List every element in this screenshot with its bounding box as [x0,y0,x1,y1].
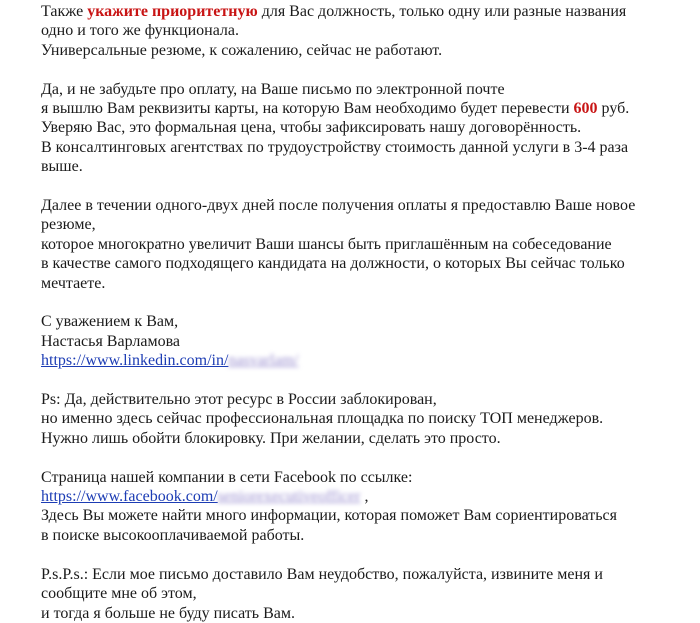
paragraph-gap [41,177,681,196]
paragraph-pps [41,565,681,623]
text-line: выше. [41,158,83,176]
paragraph-position [41,2,681,60]
text-line: Универсальные резюме, к сожалению, сейчас не работают. [41,41,443,59]
paragraph-company [41,468,681,546]
text-line: но именно здесь сейчас профессиональная площадка по поиску ТОП менеджеров. [41,410,604,428]
paragraph-gap [41,293,681,312]
redacted-handle: nasvarlam/ [228,352,299,370]
paragraph-payment [41,80,681,177]
paragraph-gap [41,371,681,390]
text-line: сообщите мне об этом, [41,585,197,603]
text-line: Ps: Да, действительно этот ресурс в России заблокирован, [41,391,437,409]
text-line: которое многократно увеличит Ваши шансы быть приглашённым на собеседование [41,235,612,253]
text-line: Здесь Вы можете найти много информации, которая поможет Вам сориентироваться [41,507,618,525]
paragraph-gap [41,60,681,79]
facebook-link[interactable]: https://www.facebook.com/seniorexecutiveofficer [41,488,361,506]
closing-line: С уважением к Вам, [41,313,179,331]
facebook-line: https://www.facebook.com/seniorexecutiveofficer , [41,488,369,506]
text-line: мечтаете. [41,274,106,292]
text-line: одно и того же функционала. [41,22,240,40]
redacted-page-name: seniorexecutiveofficer [217,488,361,506]
text-line: Да, и не забудьте про оплату, на Ваше письмо по электронной почте [41,80,505,98]
price-highlight: 600 [573,100,598,118]
text-line: Также укажите приоритетную для Вас должность, только одну или разные названия [41,3,627,20]
text-line: Нужно лишь обойти блокировку. При желании, сделать это просто. [41,429,501,447]
paragraph-ps [41,390,681,448]
paragraph-resume [41,196,681,293]
text-line: в качестве самого подходящего кандидата на должности, о которых Вы сейчас только [41,255,625,273]
text-line: Далее в течении одного-двух дней после получения оплаты я предоставлю Ваше новое [41,197,636,215]
letter-body [41,2,681,623]
text-line: Страница нашей компании в сети Facebook по ссылке: [41,468,413,486]
signature-block [41,312,681,370]
paragraph-gap [41,448,681,467]
sender-name: Настасья Варламова [41,332,181,350]
text-line: резюме, [41,216,96,234]
text-line: и тогда я больше не буду писать Вам. [41,604,295,622]
text-line: в поиске высокооплачиваемой работы. [41,526,305,544]
linkedin-line [41,351,681,370]
highlight-priority: укажите приоритетную [87,3,258,20]
text-line: я вышлю Вам реквизиты карты, на которую Вам необходимо будет перевести 600 руб. [41,100,630,118]
text-line: Уверяю Вас, это формальная цена, чтобы зафиксировать нашу договорённость. [41,119,582,137]
text-line: P.s.P.s.: Если мое письмо доставило Вам неудобство, пожалуйста, извините меня и [41,565,603,583]
text-line: В консалтинговых агентствах по трудоустройству стоимость данной услуги в 3-4 раза [41,138,629,156]
paragraph-gap [41,545,681,564]
linkedin-link[interactable]: https://www.linkedin.com/in/nasvarlam/ [41,352,299,370]
